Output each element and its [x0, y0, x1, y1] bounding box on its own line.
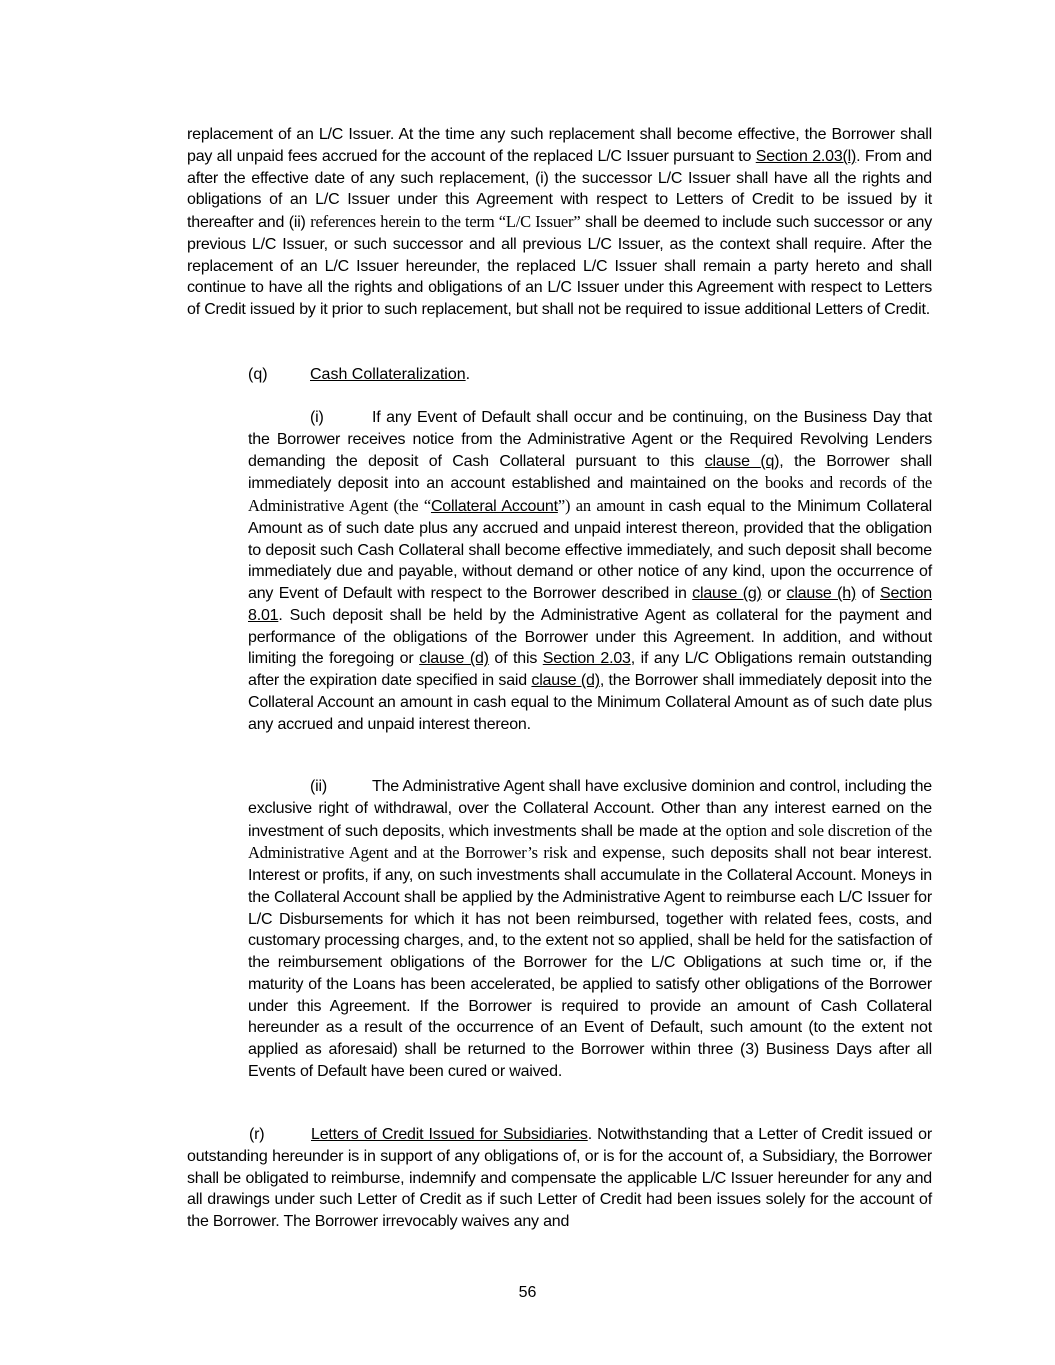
text-run: , the Borrower shall immediately deposit into the Collateral Account an amount in cash equal to the Minimum Collateral Amount as of such date plus any accrued and unpaid interest thereon. — [248, 672, 932, 733]
clause-reference: clause (d) — [419, 650, 489, 668]
text-run: . — [465, 366, 471, 383]
section-label: (q) — [248, 366, 268, 383]
text-run: , if any L/C Obligations remain outstanding after the expiration date specified in said — [248, 650, 932, 689]
text-run: of this — [488, 650, 543, 668]
text-run-serif: ”) an amount in — [557, 496, 663, 515]
text-run: or — [761, 585, 787, 602]
paragraph-lc-replacement — [187, 124, 932, 321]
section-reference: Section 2.03 — [542, 650, 631, 668]
subsection-label: (ii) — [310, 778, 327, 795]
paragraph-q-ii — [248, 776, 932, 1083]
paragraph-r — [187, 1124, 932, 1233]
text-run: shall be deemed to include such successor or any previous L/C Issuer, or such successor and all previous L/C Issuer, as the context shall require. After the replacement of an L/C Issuer hereunder, the replaced L/C Issuer shall remain a party hereto and shall continue to have all the rights and obligations of an L/C Issuer under this Agreement with respect to Letters of Credit issued by it prior to such replacement, but shall not be required to issue additional Letters of Credit. — [187, 214, 932, 318]
text-run: expense, such deposits shall not bear interest. Interest or profits, if any, on such investments shall accumulate in the Collateral Account. Moneys in the Collateral Account shall be applied by the Administrative Agent to reimburse each L/C Issuer for L/C Disbursements for which it has not been reimbursed, together with related fees, costs, and customary processing charges, and, to the extent not so applied, shall be held for the satisfaction of the reimbursement obligations of the Borrower for the L/C Obligations at such time or, if the maturity of the Loans has been accelerated, be applied to satisfy other obligations of the Borrower under this Agreement. If the Borrower is required to provide an amount of Cash Collateral hereunder as a result of the occurrence of an Event of Default, such amount (to the extent not applied as aforesaid) shall be returned to the Borrower within three (3) Business Days after all Events of Default have been cured or waived. — [248, 845, 933, 1080]
clause-reference: clause (h) — [786, 585, 857, 602]
page-number: 56 — [518, 1284, 537, 1301]
text-run: , the Borrower shall immediately deposit into an account established and maintained on the — [248, 452, 932, 493]
section-title: Cash Collateralization — [310, 366, 466, 383]
clause-reference: clause (q) — [704, 452, 780, 470]
subsection-label: (i) — [310, 409, 324, 426]
section-reference: Section 8.01 — [248, 585, 932, 624]
clause-reference: clause (d) — [531, 672, 600, 689]
section-label: (r) — [249, 1126, 265, 1143]
section-heading-q — [248, 364, 470, 386]
clause-reference: clause (g) — [692, 585, 762, 602]
text-run: The Administrative Agent shall have exclusive dominion and control, including the exclusive right of withdrawal, over the Collateral Account. Other than any interest earned on the investment of such deposits, which investments shall be made at the — [248, 778, 932, 840]
section-reference: Section 2.03(l) — [755, 147, 857, 165]
text-run: of — [856, 585, 881, 602]
text-run: If any Event of Default shall occur and be continuing, on the Business Day that the Borrower receives notice from the Administrative Agent or the Required Revolving Lenders demanding the deposit of Cash Collateral pursuant to this — [248, 409, 932, 470]
text-run-serif: references herein to the term “L/C Issuer” — [310, 212, 581, 231]
section-title: Letters of Credit Issued for Subsidiaries — [311, 1126, 588, 1143]
text-run: . From and after the effective date of any such replacement, (i) the successor L/C Issuer shall have all the rights and obligations of an L/C Issuer under this Agreement with respect to Letters of Credit to be issued by it thereafter and (ii) — [187, 147, 933, 231]
text-run: . Such deposit shall be held by the Administrative Agent as collateral for the payment and performance of the obligations of the Borrower under this Agreement. In addition, and without limiting the foregoing or — [248, 606, 932, 668]
text-run: replacement of an L/C Issuer. At the time any such replacement shall become effective, the Borrower shall pay all unpaid fees accrued for the account of the replaced L/C Issuer pursuant to — [187, 126, 932, 165]
text-run-serif: books and records of the Administrative Agent (the “ — [248, 473, 933, 515]
text-run: cash equal to the Minimum Collateral Amount as of such date plus any accrued and unpaid interest thereon, provided that the obligation to deposit such Cash Collateral shall become effective immediately, and such deposit shall become immediately due and payable, without demand or other notice of any kind, upon the occurrence of any Event of Default with respect to the Borrower described in — [248, 498, 933, 602]
text-run-serif: option and sole discretion of the Administrative Agent and at the Borrower’s risk and — [248, 820, 932, 863]
text-run: . Notwithstanding that a Letter of Credit issued or outstanding hereunder is in support of any obligations of, or is for the account of, a Subsidiary, the Borrower shall be obligated to reimburse, indemnify and compensate the applicable L/C Issuer hereunder for any and all drawings under such Letter of Credit as if such Letter of Credit had been issues solely for the account of the Borrower. The Borrower irrevocably waives any and — [187, 1126, 933, 1230]
defined-term: Collateral Account — [430, 498, 558, 515]
paragraph-q-i — [248, 407, 932, 735]
